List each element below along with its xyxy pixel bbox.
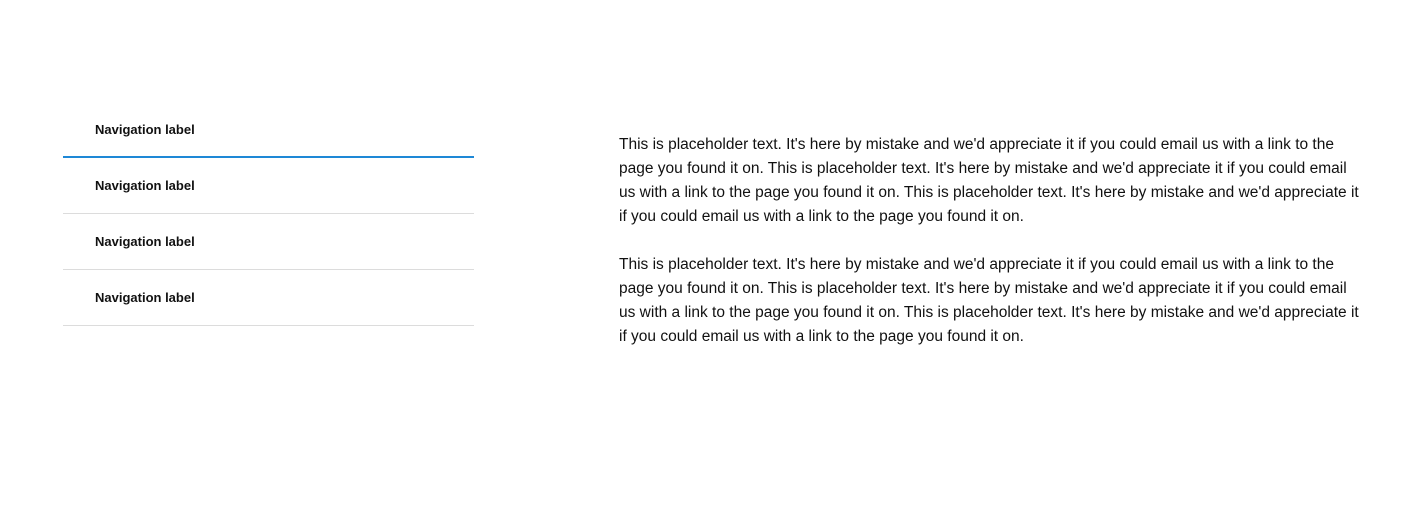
- nav-item-1[interactable]: [63, 102, 474, 158]
- nav-item-2[interactable]: [63, 158, 474, 214]
- side-navigation: [63, 102, 474, 326]
- content-paragraph-2: This is placeholder text. It's here by mistake and we'd appreciate it if you could email us with a link to the page you found it on. This is placeholder text. It's here by mistake and we'd appreciate it if you could email us with a link to the page you found it on. This is placeholder text. It's here by mistake and we'd appreciate it if you could email us with a link to the page you found it on.: [619, 256, 1359, 345]
- nav-item-label: Navigation label: [95, 290, 195, 305]
- nav-item-3[interactable]: [63, 214, 474, 270]
- nav-item-label: Navigation label: [95, 121, 195, 137]
- nav-item-label: Navigation label: [95, 234, 195, 249]
- content-paragraph-1: This is placeholder text. It's here by mistake and we'd appreciate it if you could email us with a link to the page you found it on. This is placeholder text. It's here by mistake and we'd appreciate it if you could email us with a link to the page you found it on. This is placeholder text. It's here by mistake and we'd appreciate it if you could email us with a link to the page you found it on.: [619, 136, 1359, 225]
- nav-item-4[interactable]: [63, 270, 474, 326]
- nav-item-label: Navigation label: [95, 178, 195, 193]
- content-panel: [619, 133, 1364, 373]
